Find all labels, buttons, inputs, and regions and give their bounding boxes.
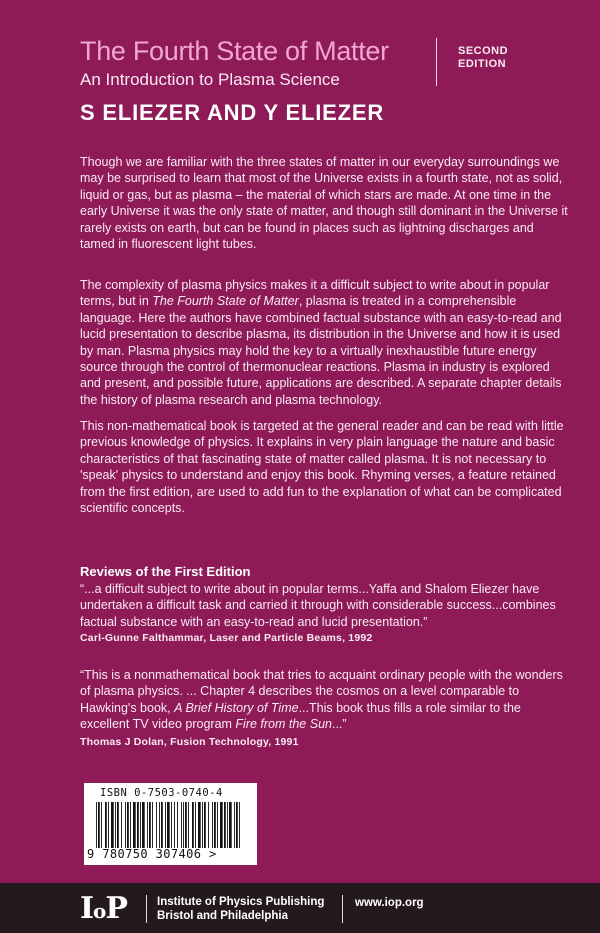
quote-2-part-3: ...” [331, 717, 347, 732]
barcode-bar [147, 802, 148, 848]
barcode-bar [171, 802, 172, 848]
barcode-bar [177, 802, 178, 848]
barcode-bar [188, 802, 189, 848]
edition-line-2: EDITION [458, 58, 507, 70]
barcode-bar [108, 802, 109, 848]
barcode-bar [198, 802, 201, 848]
barcode-bar [127, 802, 129, 848]
barcode-bar [181, 802, 182, 848]
barcode-bar [174, 802, 175, 848]
paragraph-2-end: , plasma is treated in a comprehensible language. Here the authors have combined factual substance with an easy-to-read and lucid presentation to describe plasma, its distribution in the Universe and how it is used by man. Plasma physics may hold the key to a virtually inexhaustible future energy source through the control of thermonuclear reactions. Plasma in industry is explored and present, and possible future, applications are described. A separate chapter details the history of plasma research and plasma technology. [80, 294, 562, 407]
barcode-image [94, 802, 244, 848]
logo-letter-p: P [105, 891, 127, 926]
barcode-bar [165, 802, 166, 848]
review-quote-1: “...a difficult subject to write about in popular terms...Yaffa and Shalom Eliezer have undertaken a difficult task and carried it through with considerable success...combines factual substance with an easy-to-read and lucid presentation.” [80, 582, 556, 629]
footer-divider-2 [342, 895, 343, 923]
barcode-bar [130, 802, 131, 848]
barcode-bar [117, 802, 119, 848]
barcode-bar [204, 802, 206, 848]
barcode-bar [183, 802, 184, 848]
barcode-bar [208, 802, 209, 848]
barcode-bar [125, 802, 126, 848]
barcode-bar [212, 802, 213, 848]
barcode-bar [167, 802, 170, 848]
barcode-bar [214, 802, 216, 848]
logo-letter-o: o [93, 899, 106, 923]
barcode-bar [137, 802, 139, 848]
barcode-bar [96, 802, 97, 848]
publisher-line-2: Bristol and Philadelphia [157, 910, 288, 922]
barcode-bar [185, 802, 187, 848]
barcode-bar [229, 802, 232, 848]
barcode-bar [101, 802, 102, 848]
edition-label [458, 45, 528, 71]
quote-2-part-2: ...This book thus fills a role similar to the excellent TV video program [80, 700, 521, 732]
barcode-bar [133, 802, 136, 848]
publisher-footer [0, 883, 600, 933]
barcode-bar [111, 802, 114, 848]
publisher-line-1: Institute of Physics Publishing [157, 896, 325, 908]
barcode-bar [140, 802, 141, 848]
review-quote-2 [80, 667, 570, 733]
barcode-bar [202, 802, 203, 848]
book-title: The Fourth State of Matter [80, 36, 389, 66]
quote-2-italic-1: A Brief History of Time [174, 700, 299, 715]
barcode-bar [149, 802, 151, 848]
reviews-heading: Reviews of the First Edition [80, 564, 251, 579]
barcode-bar [217, 802, 218, 848]
barcode-bar [161, 802, 163, 848]
description-paragraph-1: Though we are familiar with the three states of matter in our everyday surroundings we may be surprised to learn that most of the Universe exists in a fourth state, not as solid, liquid or gas, but as plasma – the material of which stars are made. At one time in the early Universe it was the only state of matter, and though still dominant in the Universe it rarely exists on earth, but can be found in places such as lightning discharges and tamed in fluorescent light tubes. [80, 155, 568, 252]
description-paragraph-3: This non-mathematical book is targeted at the general reader and can be read with little previous knowledge of physics. It explains in very plain language the nature and basic characteristics of that fascinating state of matter called plasma. It is not necessary to 'speak' physics to understand and enjoy this book. Rhyming verses, a feature retained from the first edition, are used to add fun to the explanation of what can be complicated scientific concepts. [80, 419, 564, 516]
barcode-bar [159, 802, 160, 848]
edition-line-1: SECOND [458, 45, 509, 57]
barcode-bar [227, 802, 228, 848]
title-divider [436, 38, 437, 86]
iop-logo [80, 891, 127, 926]
quote-2-italic-2: Fire from the Sun [235, 717, 332, 732]
barcode-panel [84, 783, 257, 865]
barcode-bar [234, 802, 235, 848]
footer-divider-1 [146, 895, 147, 923]
publisher-name [157, 895, 324, 923]
barcode-bar [115, 802, 116, 848]
barcode-bar [192, 802, 194, 848]
barcode-bar [98, 802, 100, 848]
review-attribution-2: Thomas J Dolan, Fusion Technology, 1991 [80, 736, 299, 748]
description-paragraph-2 [80, 277, 570, 408]
barcode-bar [142, 802, 145, 848]
barcode-bar [239, 802, 240, 848]
review-attribution-1: Carl-Gunne Falthammar, Laser and Particle Beams, 1992 [80, 632, 373, 644]
barcode-bar [195, 802, 196, 848]
barcode-bar [236, 802, 238, 848]
barcode-bar [156, 802, 157, 848]
barcode-bar [224, 802, 226, 848]
publisher-website: www.iop.org [355, 897, 424, 909]
barcode-digits: 9 780750 307406 > [87, 847, 217, 861]
quote-2-part-1: “This is a nonmathematical book that tries to acquaint ordinary people with the wonders of plasma physics. ... Chapter 4 describes the cosmos on a level comparable to Hawking's book, [80, 668, 563, 715]
isbn-label: ISBN 0-7503-0740-4 [100, 787, 223, 799]
paragraph-2-book-title: The Fourth State of Matter [152, 294, 299, 309]
logo-letter-i: I [80, 891, 94, 926]
barcode-bar [121, 802, 122, 848]
book-subtitle: An Introduction to Plasma Science [80, 70, 340, 89]
authors: S ELIEZER AND Y ELIEZER [80, 100, 385, 125]
barcode-bar [152, 802, 153, 848]
barcode-bar [220, 802, 223, 848]
barcode-bar [105, 802, 107, 848]
paragraph-2-start: The complexity of plasma physics makes it a difficult subject to write about in popular terms, but in [80, 278, 550, 309]
